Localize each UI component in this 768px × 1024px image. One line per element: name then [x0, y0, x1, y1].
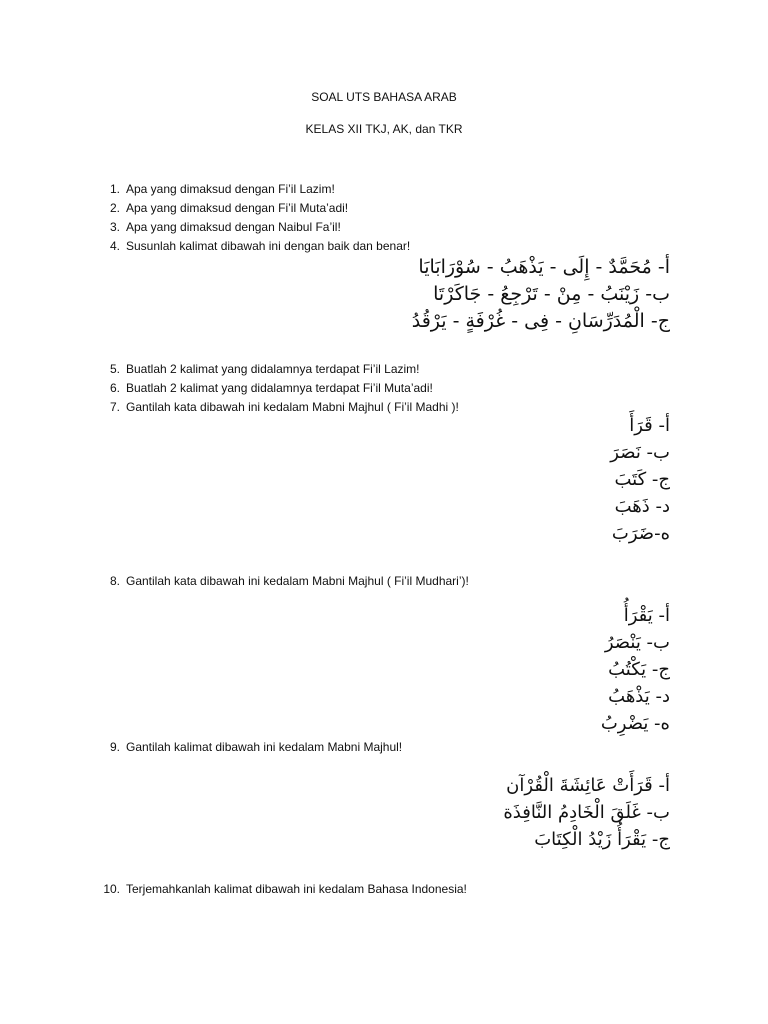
question-text: Apa yang dimaksud dengan Naibul Fa’il! — [126, 220, 341, 234]
question-number: 6. — [109, 381, 120, 395]
question-number: 4. — [109, 239, 120, 253]
question-text: Gantilah kata dibawah ini kedalam Mabni Majhul ( Fi’il Madhi )! — [126, 400, 459, 414]
arabic-item-c: ج- يَقْرَأُ زَيْدُ الْكِتَابَ — [534, 829, 670, 850]
question-number: 8. — [109, 574, 120, 588]
arabic-item-a: أ- مُحَمَّدٌ - إِلَى - يَذْهَبُ - سُوْرَابَايَا — [418, 256, 670, 278]
question-10 — [90, 880, 650, 899]
question-5 — [96, 360, 656, 379]
question-text: Buatlah 2 kalimat yang didalamnya terdapat Fi’il Lazim! — [126, 362, 420, 376]
q4-arabic-list — [270, 254, 670, 335]
q9-arabic-list — [370, 772, 670, 853]
arabic-item-b: ب- زَيْنَبُ - مِنْ - تَرْجِعُ - جَاكَرْتَا — [433, 283, 670, 305]
arabic-item-c: ج- كَتَبَ — [614, 469, 670, 490]
arabic-item-b: ب- نَصَرَ — [610, 442, 670, 463]
arabic-item-e: ه-ضَرَبَ — [611, 523, 670, 544]
question-text: Susunlah kalimat dibawah ini dengan baik dan benar! — [126, 239, 411, 253]
question-number: 10. — [103, 882, 120, 896]
arabic-item-a: أ- قَرَأَتْ عَائِشَةَ الْقُرْآن — [506, 775, 670, 796]
arabic-item-a: أ- يَقْرَأُ — [623, 605, 670, 626]
arabic-item-a: أ- قَرَأَ — [629, 415, 670, 436]
question-number: 2. — [109, 201, 120, 215]
question-2 — [96, 199, 656, 218]
question-number: 7. — [109, 400, 120, 414]
arabic-item-e: ه- يَضْرِبُ — [600, 713, 670, 734]
question-text: Gantilah kata dibawah ini kedalam Mabni Majhul ( Fi’il Mudhari’)! — [126, 574, 469, 588]
question-8 — [96, 572, 656, 591]
question-9 — [96, 738, 656, 757]
question-number: 9. — [109, 740, 120, 754]
arabic-item-c: ج- يَكْتُبُ — [608, 659, 670, 680]
question-1 — [96, 180, 656, 199]
question-number: 1. — [109, 182, 120, 196]
question-text: Terjemahkanlah kalimat dibawah ini kedalam Bahasa Indonesia! — [126, 882, 467, 896]
question-text: Gantilah kalimat dibawah ini kedalam Mabni Majhul! — [126, 740, 403, 754]
question-number: 3. — [109, 220, 120, 234]
arabic-item-b: ب- يَنْصَرُ — [604, 632, 670, 653]
arabic-item-c: ج- الْمُدَرِّسَانِ - فِى - غُرْفَةٍ - يَرْقُدُ — [411, 310, 670, 332]
question-3 — [96, 218, 656, 237]
arabic-item-d: د- ذَهَبَ — [614, 496, 670, 517]
exam-title: SOAL UTS BAHASA ARAB — [311, 90, 457, 104]
exam-subtitle: KELAS XII TKJ, AK, dan TKR — [305, 122, 463, 136]
question-text: Apa yang dimaksud dengan Fi’il Lazim! — [126, 182, 335, 196]
question-text: Buatlah 2 kalimat yang didalamnya terdapat Fi’il Muta’adi! — [126, 381, 433, 395]
arabic-item-d: د- يَذْهَبُ — [608, 686, 670, 707]
q8-arabic-list — [470, 602, 670, 737]
question-6 — [96, 379, 656, 398]
arabic-item-b: ب- غَلَقَ الْخَادِمُ النَّافِذَة — [503, 802, 670, 823]
question-number: 5. — [109, 362, 120, 376]
q7-arabic-list — [470, 412, 670, 547]
question-text: Apa yang dimaksud dengan Fi’il Muta’adi! — [126, 201, 349, 215]
